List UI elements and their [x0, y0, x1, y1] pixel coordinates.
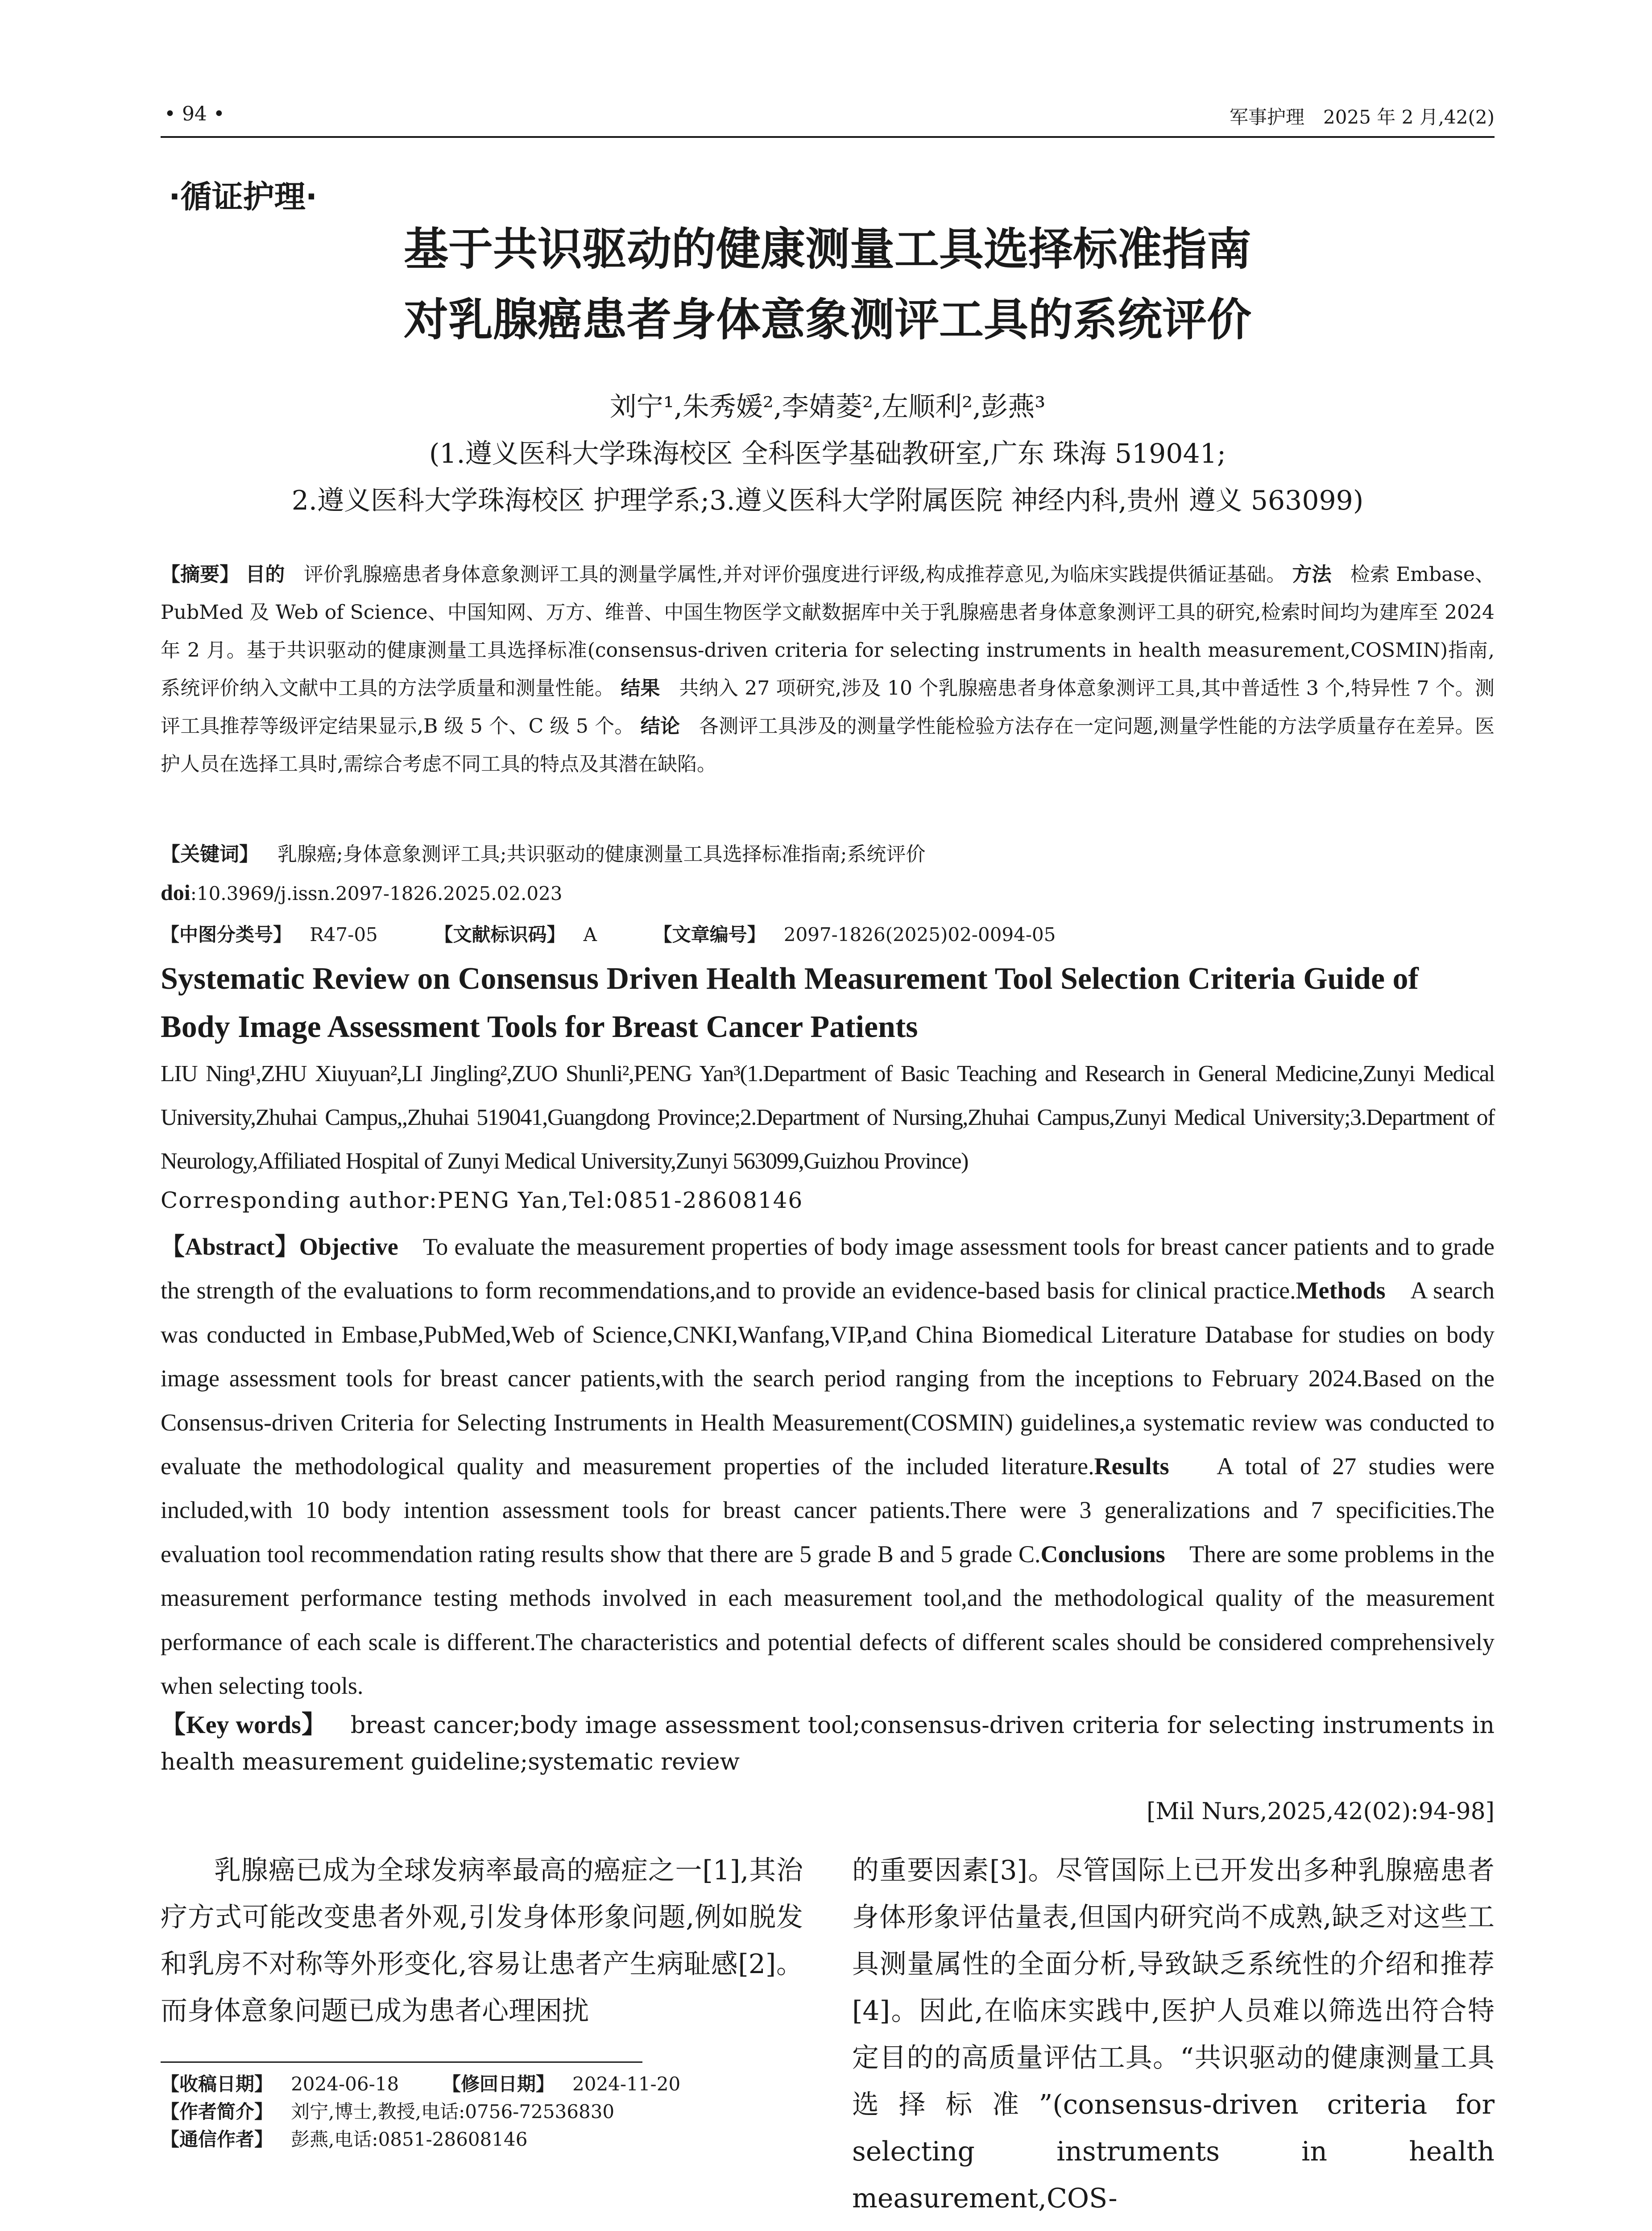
abstract-cn-label: 【摘要】	[161, 563, 240, 586]
received-label: 【收稿日期】	[161, 2073, 273, 2095]
keywords-cn-label: 【关键词】	[161, 843, 259, 866]
keywords-en-text: breast cancer;body image assessment tool;consensus-driven criteria for selecting instruments in health measurement guideline;systematic review	[161, 1712, 1495, 1775]
column-tag: ·循证护理·	[169, 178, 318, 215]
abstract-en-label: 【Abstract】	[161, 1233, 299, 1260]
abstract-en	[161, 1225, 1495, 1708]
abstract-cn-objective-label: 目的	[245, 563, 285, 586]
abstract-cn-conclusion: 各测评工具涉及的测量学性能检验方法存在一定问题,测量学性能的方法学质量存在差异。医护人员在选择工具时,需综合考虑不同工具的特点及其潜在缺陷。	[161, 715, 1495, 775]
footnotes	[161, 2070, 803, 2153]
classification	[161, 919, 1056, 950]
keywords-en-label: 【Key words】	[161, 1711, 327, 1739]
abstract-en-objective-label: Objective	[299, 1233, 398, 1260]
author-bio: 刘宁,博士,教授,电话:0756-72536830	[291, 2101, 615, 2123]
authors-cn: 刘宁¹,朱秀媛²,李婧菱²,左顺利²,彭燕³	[609, 391, 1046, 423]
abstract-en-conclusions-label: Conclusions	[1040, 1540, 1165, 1568]
article-number: 2097-1826(2025)02-0094-05	[783, 924, 1056, 945]
footnote-dates	[161, 2070, 803, 2098]
doi-label: doi	[161, 880, 190, 905]
abstract-cn-methods-label: 方法	[1292, 563, 1332, 586]
article-number-label: 【文章编号】	[653, 924, 766, 945]
revised-date: 2024-11-20	[572, 2073, 681, 2095]
affiliation-cn-1: (1.遵义医科大学珠海校区 全科医学基础教研室,广东 珠海 519041;	[429, 438, 1226, 469]
clc-code: R47-05	[310, 924, 378, 945]
clc-label: 【中图分类号】	[161, 924, 292, 945]
title-cn-line-2: 对乳腺癌患者身体意象测评工具的系统评价	[404, 294, 1251, 346]
abstract-cn	[161, 556, 1495, 783]
abstract-en-results-label: Results	[1094, 1453, 1169, 1480]
author-bio-label: 【作者简介】	[161, 2101, 273, 2123]
journal-issue: 军事护理 2025 年 2 月,42(2)	[1230, 106, 1495, 128]
abstract-cn-conclusion-label: 结论	[640, 715, 680, 738]
keywords-cn-text: 乳腺癌;身体意象测评工具;共识驱动的健康测量工具选择标准指南;系统评价	[277, 843, 926, 866]
keywords-cn	[161, 839, 925, 870]
doi	[161, 877, 563, 909]
abstract-en-objective: To evaluate the measurement properties of body image assessment tools for breast cancer patients and to grade the strength of the evaluations to form recommendations,and to provide an evidence-based basis for clinical practice.	[161, 1233, 1495, 1304]
abstract-en-methods-label: Methods	[1296, 1277, 1386, 1304]
header-rule	[161, 136, 1495, 138]
correspondence: 彭燕,电话:0851-28608146	[291, 2128, 528, 2150]
citation: [Mil Nurs,2025,42(02):94-98]	[1147, 1798, 1495, 1825]
abstract-en-methods: A search was conducted in Embase,PubMed,Web of Science,CNKI,Wanfang,VIP,and China Biomedical Literature Database for studies on body image assessment tools for breast cancer patients,with the search period ranging from the inceptions to February 2024.Based on the Consensus-driven Criteria for Selecting Instruments in Health Measurement(COSMIN) guidelines,a systematic review was conducted to evaluate the methodological quality and measurement properties of the included literature.	[161, 1277, 1495, 1480]
footnote-correspondence	[161, 2126, 803, 2153]
doc-code: A	[583, 924, 597, 945]
authors-en: LIU Ning¹,ZHU Xiuyuan²,LI Jingling²,ZUO Shunli²,PENG Yan³(1.Department of Basic Teaching and Research in General Medicine,Zunyi Medical University,Zhuhai Campus,,Zhuhai 519041,Guangdong Province;2.Department of Nursing,Zhuhai Campus,Zunyi Medical University;3.Department of Neurology,Affiliated Hospital of Zunyi Medical University,Zunyi 563099,Guizhou Province)	[161, 1061, 1495, 1174]
page-number: • 94 •	[164, 103, 225, 125]
corresponding-author: Corresponding author:PENG Yan,Tel:0851-28608146	[161, 1187, 803, 1213]
correspondence-label: 【通信作者】	[161, 2128, 273, 2150]
abstract-en-results: A total of 27 studies were included,with 10 body intention assessment tools for breast cancer patients.There were 3 generalizations and 7 specificities.The evaluation tool recommendation rating results show that there are 5 grade B and 5 grade C.	[161, 1453, 1495, 1568]
body-left-text: 乳腺癌已成为全球发病率最高的癌症之一[1],其治疗方式可能改变患者外观,引发身体形象问题,例如脱发和乳房不对称等外形变化,容易让患者产生病耻感[2]。而身体意象问题已成为患者心理困扰	[161, 1855, 803, 2027]
received-date: 2024-06-18	[291, 2073, 399, 2095]
body-left-column	[161, 1847, 803, 2035]
abstract-cn-results-label: 结果	[621, 677, 660, 700]
body-right-column	[852, 1847, 1495, 2222]
keywords-en	[161, 1707, 1495, 1780]
title-en	[161, 955, 1495, 1051]
body-right-text: 的重要因素[3]。尽管国际上已开发出多种乳腺癌患者身体形象评估量表,但国内研究尚不成熟,缺乏对这些工具测量属性的全面分析,导致缺乏系统性的介绍和推荐[4]。因此,在临床实践中,医护人员难以筛选出符合特定目的的高质量评估工具。“共识驱动的健康测量工具选择标准”(consensus-driven criteria for selecting instruments in health measurement,COS-	[852, 1855, 1495, 2214]
title-cn-line-1: 基于共识驱动的健康测量工具选择标准指南	[404, 223, 1251, 275]
abstract-cn-methods: 检索 Embase、PubMed 及 Web of Science、中国知网、万方、维普、中国生物医学文献数据库中关于乳腺癌患者身体意象测评工具的研究,检索时间均为建库至 2024 年 2 月。基于共识驱动的健康测量工具选择标准(consensus-driven criteria for selecting instruments in health measurement,COSMIN)指南,系统评价纳入文献中工具的方法学质量和测量性能。	[161, 563, 1495, 700]
footnote-rule	[161, 2061, 642, 2063]
page-header	[161, 97, 1495, 133]
footnote-author	[161, 2098, 803, 2126]
title-en-line-1: Systematic Review on Consensus Driven Health Measurement Tool Selection Criteria Guide of	[161, 962, 1419, 996]
abstract-cn-results: 共纳入 27 项研究,涉及 10 个乳腺癌患者身体意象测评工具,其中普适性 3 个,特异性 7 个。测评工具推荐等级评定结果显示,B 级 5 个、C 级 5 个。	[161, 677, 1495, 738]
doi-text: :10.3969/j.issn.2097-1826.2025.02.023	[190, 883, 563, 904]
revised-label: 【修回日期】	[442, 2073, 555, 2095]
abstract-cn-objective: 评价乳腺癌患者身体意象测评工具的测量学属性,并对评价强度进行评级,构成推荐意见,为临床实践提供循证基础。	[303, 563, 1286, 586]
abstract-en-conclusions: There are some problems in the measurement performance testing methods involved in each measurement tool,and the methodological quality of the measurement performance of each scale is different.The characteristics and potential defects of different scales should be considered comprehensively when selecting tools.	[161, 1540, 1495, 1700]
title-en-line-2: Body Image Assessment Tools for Breast Cancer Patients	[161, 1010, 918, 1044]
title-cn	[161, 214, 1495, 355]
authors-cn-block	[161, 384, 1495, 524]
doc-code-label: 【文献标识码】	[434, 924, 566, 945]
affiliation-cn-2: 2.遵义医科大学珠海校区 护理学系;3.遵义医科大学附属医院 神经内科,贵州 遵义 563099)	[291, 485, 1364, 516]
